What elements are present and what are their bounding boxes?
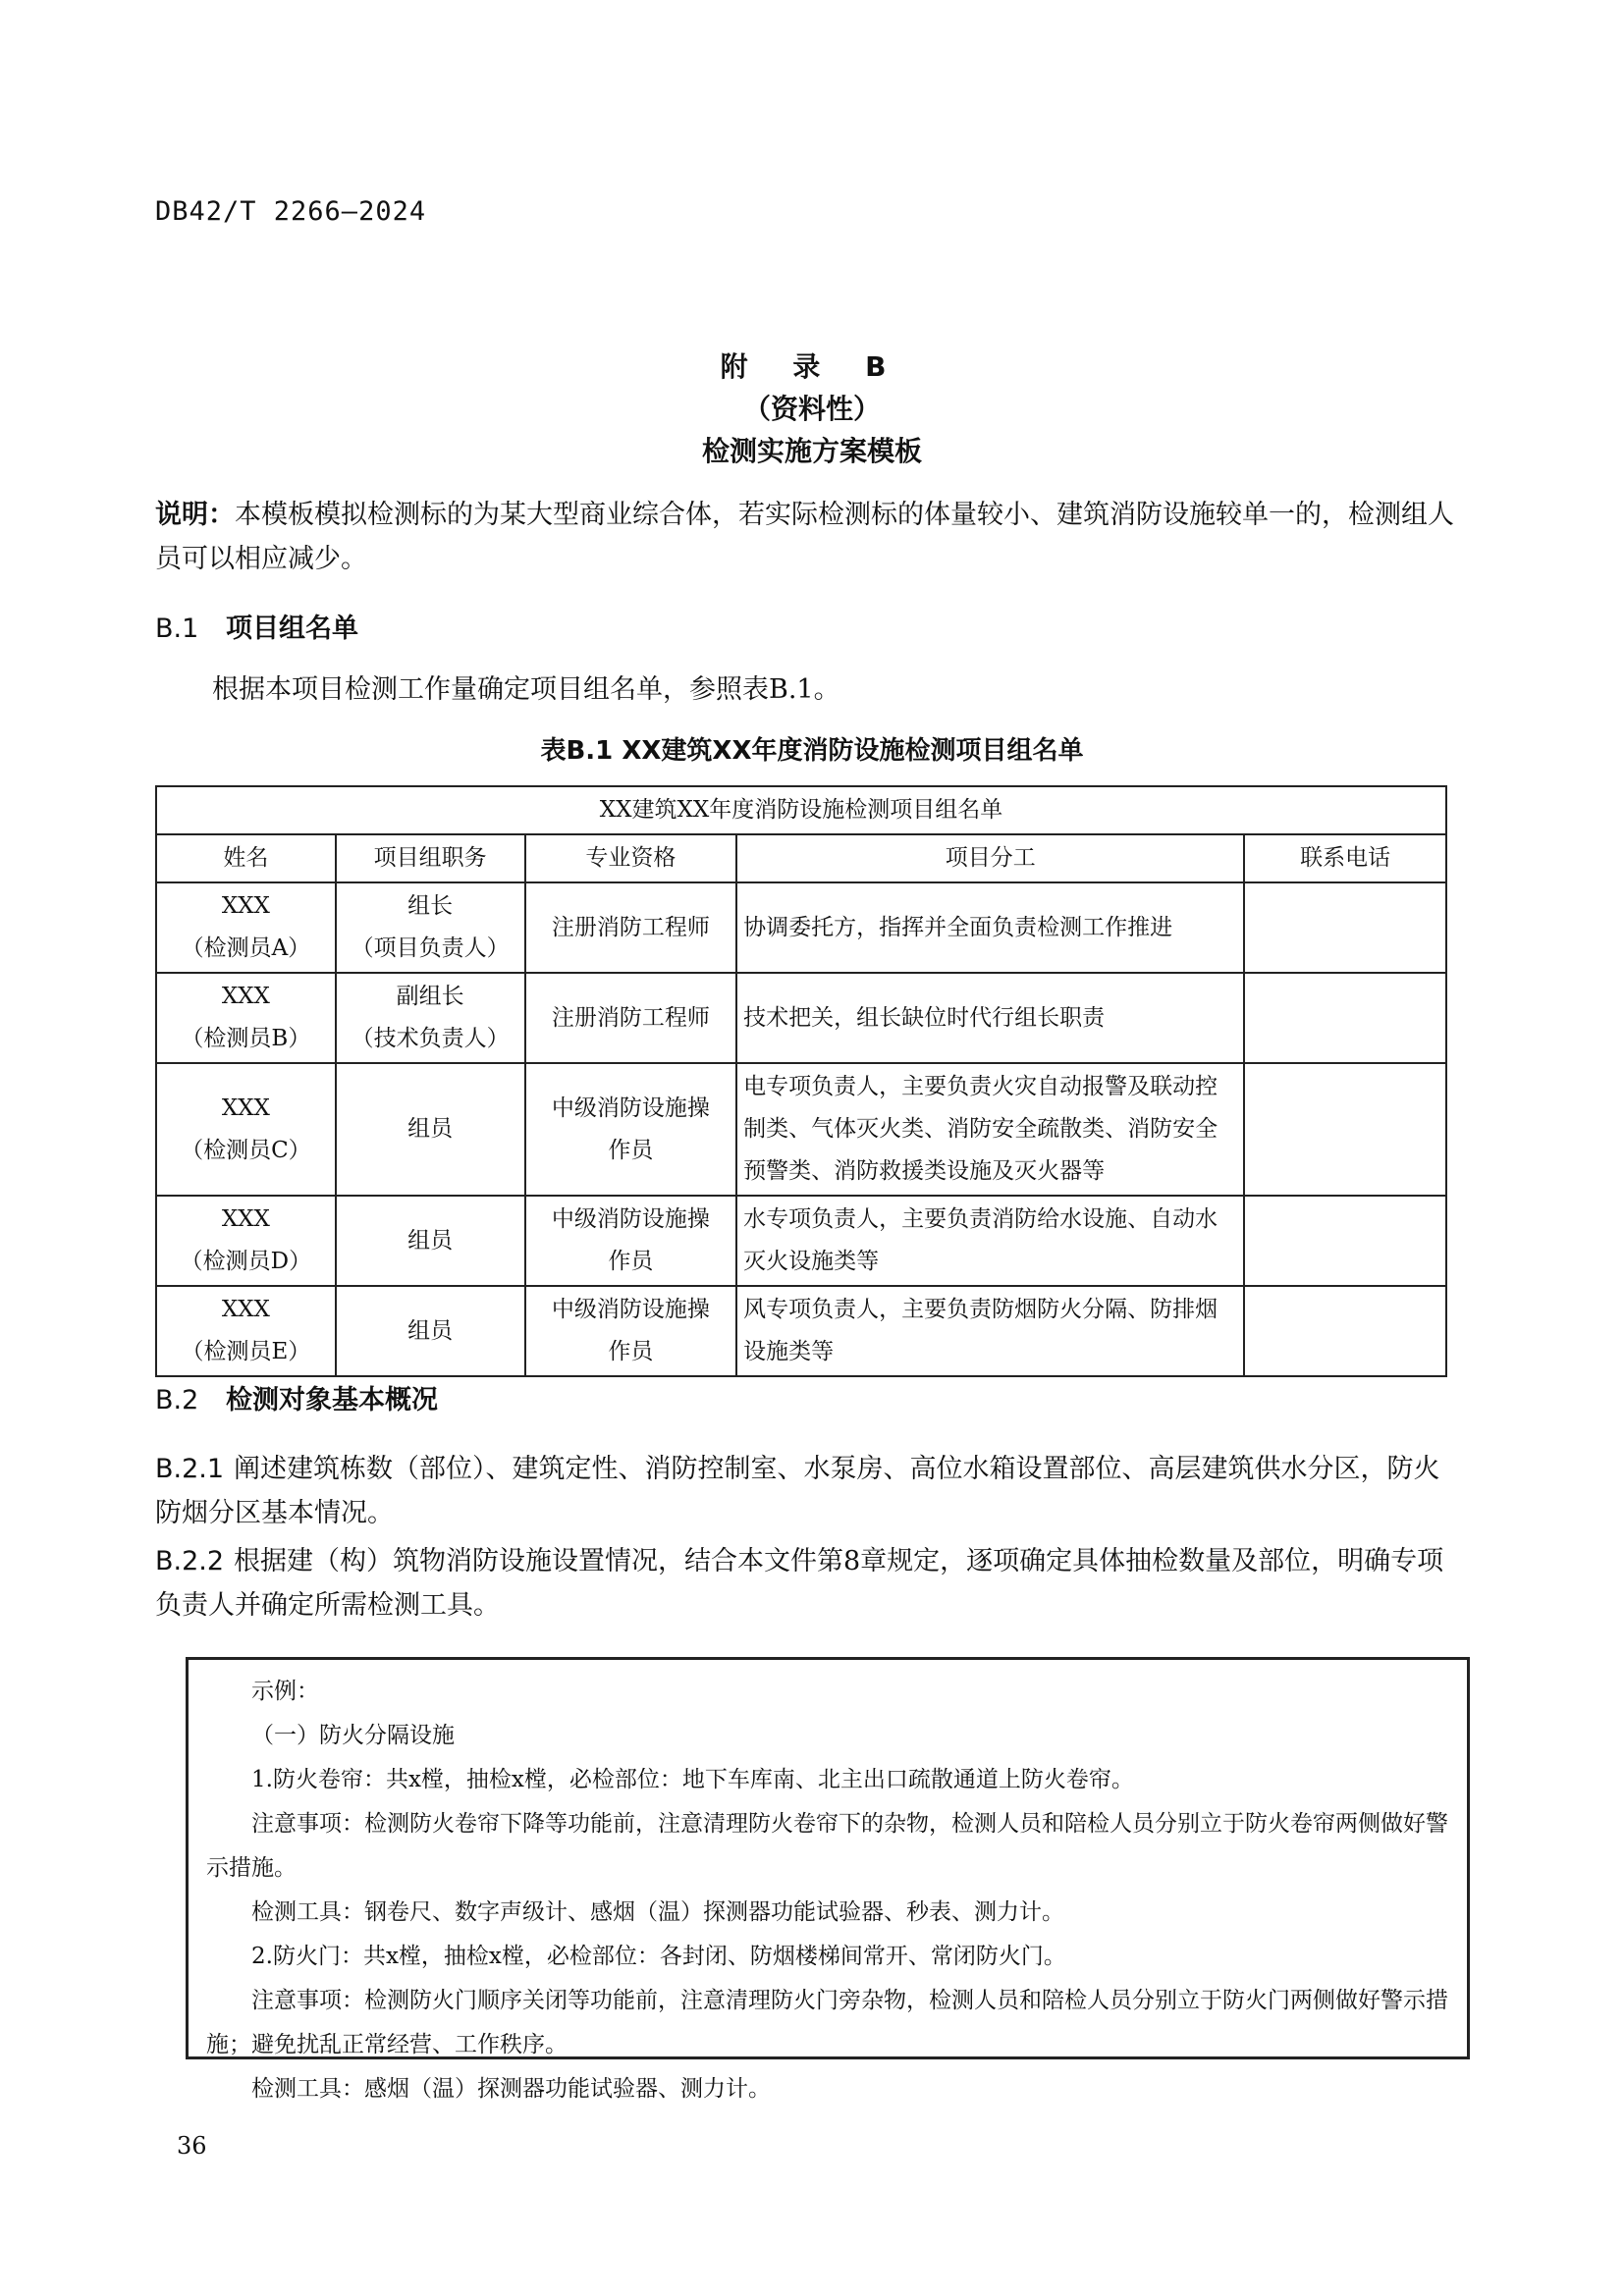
column-header: 专业资格 xyxy=(525,834,737,882)
example-section: （一）防火分隔设施 xyxy=(251,1723,455,1748)
cell-phone xyxy=(1244,973,1446,1063)
section-b2-title: 检测对象基本概况 xyxy=(226,1385,438,1415)
cell-role: 组员 xyxy=(336,1196,525,1286)
example-item-fire-shutter-note: 注意事项：检测防火卷帘下降等功能前，注意清理防火卷帘下的杂物，检测人员和陪检人员分别立于防火卷帘两侧做好警示措施。 xyxy=(206,1811,1448,1881)
column-header: 项目分工 xyxy=(736,834,1244,882)
cell-phone xyxy=(1244,1063,1446,1196)
appendix-title: 检测实施方案模板 xyxy=(701,435,922,467)
example-item-fire-shutter: 1.防火卷帘：共x樘，抽检x樘，必检部位：地下车库南、北主出口疏散通道上防火卷帘。 xyxy=(251,1767,1134,1792)
cell-phone xyxy=(1244,1286,1446,1376)
cell-qualification: 中级消防设施操 作员 xyxy=(525,1063,737,1196)
clause-b22-text: 根据建（构）筑物消防设施设置情况，结合本文件第8章规定，逐项确定具体抽检数量及部位，明确专项负责人并确定所需检测工具。 xyxy=(155,1546,1444,1621)
table-row xyxy=(156,1286,1446,1376)
cell-qualification: 中级消防设施操 作员 xyxy=(525,1286,737,1376)
cell-phone xyxy=(1244,1196,1446,1286)
section-b2-heading xyxy=(155,1378,438,1416)
table-row xyxy=(156,882,1446,973)
table-row xyxy=(156,973,1446,1063)
cell-name: XXX （检测员D） xyxy=(156,1196,336,1286)
table-row xyxy=(156,1196,1446,1286)
cell-qualification: 注册消防工程师 xyxy=(525,882,737,973)
section-b1-number: B.1 xyxy=(155,614,199,644)
column-header: 项目组职务 xyxy=(336,834,525,882)
cell-role: 组长 （项目负责人） xyxy=(336,882,525,973)
cell-role: 副组长 （技术负责人） xyxy=(336,973,525,1063)
example-item-fire-door: 2.防火门：共x樘，抽检x樘，必检部位：各封闭、防烟楼梯间常开、常闭防火门。 xyxy=(251,1944,1066,1969)
clause-b21-text: 阐述建筑栋数（部位）、建筑定性、消防控制室、水泵房、高位水箱设置部位、高层建筑供水分区，防火防烟分区基本情况。 xyxy=(155,1454,1440,1528)
table-row xyxy=(156,1063,1446,1196)
cell-duty: 技术把关，组长缺位时代行组长职责 xyxy=(736,973,1244,1063)
example-item-fire-door-note: 注意事项：检测防火门顺序关闭等功能前，注意清理防火门旁杂物，检测人员和陪检人员分别立于防火门两侧做好警示措施；避免扰乱正常经营、工作秩序。 xyxy=(206,1988,1448,2057)
page-number: 36 xyxy=(177,2132,207,2160)
table-banner-row xyxy=(156,786,1446,834)
note-text: 本模板模拟检测标的为某大型商业综合体，若实际检测标的体量较小、建筑消防设施较单一的，检测组人员可以相应减少。 xyxy=(155,500,1454,574)
example-label: 示例： xyxy=(251,1679,319,1704)
table-caption: 表B.1 XX建筑XX年度消防设施检测项目组名单 xyxy=(540,736,1084,766)
table-header-row xyxy=(156,834,1446,882)
cell-role: 组员 xyxy=(336,1286,525,1376)
cell-duty: 水专项负责人，主要负责消防给水设施、自动水灭火设施类等 xyxy=(736,1196,1244,1286)
clause-b22-number: B.2.2 xyxy=(155,1546,225,1576)
cell-qualification: 中级消防设施操 作员 xyxy=(525,1196,737,1286)
project-team-table xyxy=(155,785,1447,1377)
cell-phone xyxy=(1244,882,1446,973)
appendix-nature: （资料性） xyxy=(742,393,881,425)
example-box xyxy=(186,1657,1470,2102)
cell-name: XXX （检测员C） xyxy=(156,1063,336,1196)
note-paragraph xyxy=(155,493,1461,581)
cell-qualification: 注册消防工程师 xyxy=(525,973,737,1063)
section-b1-title: 项目组名单 xyxy=(226,614,358,644)
note-label: 说明： xyxy=(155,500,235,530)
cell-duty: 电专项负责人，主要负责火灾自动报警及联动控制类、气体灭火类、消防安全疏散类、消防安全预警类、消防救援类设施及灭火器等 xyxy=(736,1063,1244,1196)
example-item-fire-door-tools: 检测工具：感烟（温）探测器功能试验器、测力计。 xyxy=(251,2076,771,2102)
section-b2-number: B.2 xyxy=(155,1385,199,1415)
cell-role: 组员 xyxy=(336,1063,525,1196)
clause-b21 xyxy=(155,1447,1447,1535)
example-item-fire-shutter-tools: 检测工具：钢卷尺、数字声级计、感烟（温）探测器功能试验器、秒表、测力计。 xyxy=(251,1899,1064,1925)
clause-b22 xyxy=(155,1539,1447,1628)
appendix-label: 附 录 B xyxy=(720,350,904,383)
section-b1-heading xyxy=(155,607,358,645)
table-banner: XX建筑XX年度消防设施检测项目组名单 xyxy=(156,786,1446,834)
clause-b21-number: B.2.1 xyxy=(155,1454,225,1484)
column-header: 联系电话 xyxy=(1244,834,1446,882)
column-header: 姓名 xyxy=(156,834,336,882)
cell-name: XXX （检测员B） xyxy=(156,973,336,1063)
cell-name: XXX （检测员A） xyxy=(156,882,336,973)
section-b1-paragraph: 根据本项目检测工作量确定项目组名单，参照表B.1。 xyxy=(212,674,840,705)
cell-name: XXX （检测员E） xyxy=(156,1286,336,1376)
cell-duty: 协调委托方，指挥并全面负责检测工作推进 xyxy=(736,882,1244,973)
standard-number: DB42/T 2266—2024 xyxy=(155,196,427,227)
cell-duty: 风专项负责人，主要负责防烟防火分隔、防排烟设施类等 xyxy=(736,1286,1244,1376)
